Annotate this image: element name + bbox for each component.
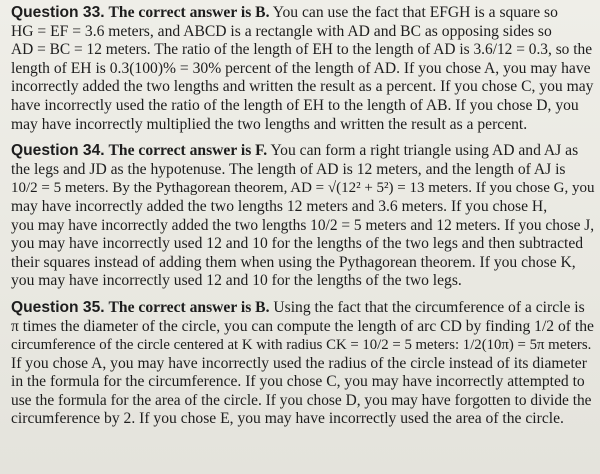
explanation-line: have incorrectly used the ratio of the length of EH to the length of AB. If you chose D, you [11, 96, 579, 114]
explanation-line: the legs and JD as the hypotenuse. The length of AD is 12 meters, and the length of AJ is [11, 160, 566, 178]
explanation-line: may have incorrectly multiplied the two lengths and written the result as a percent. [11, 115, 528, 133]
explanation-line: their squares instead of adding them when using the Pythagorean theorem. If you chose K, [11, 253, 576, 271]
question-34-explanation [11, 142, 594, 291]
explanation-line: length of EH is 0.3(100)% = 30% percent of the length of AD. If you chose A, you may have [11, 59, 591, 77]
question-35-explanation [11, 299, 594, 429]
correct-answer-lead: The correct answer is B. [108, 298, 270, 316]
explanation-line: you may have incorrectly added the two lengths 10/2 = 5 meters and 12 meters. If you chose J, [11, 216, 595, 234]
explanation-text: You can use the fact that EFGH is a square so [272, 4, 558, 21]
explanation-line: circumference by 2. If you chose E, you may have incorrectly used the area of the circle. [11, 410, 564, 428]
question-number: Question 33. [11, 4, 105, 21]
explanation-line: If you chose A, you may have incorrectly used the radius of the circle instead of its diameter [11, 354, 587, 372]
explanation-line: AD = BC = 12 meters. The ratio of the length of EH to the length of AD is 3.6/12 = 0.3, so the [11, 41, 593, 59]
explanation-line: in the formula for the circumference. If you chose C, you may have incorrectly attempted to [11, 373, 585, 391]
explanation-text: You can form a right triangle using AD and AJ as [270, 142, 579, 160]
explanation-line: may have incorrectly added the two lengths 12 meters and 3.6 meters. If you chose H, [11, 197, 548, 215]
correct-answer-lead: The correct answer is B. [108, 4, 270, 21]
explanation-line: HG = EF = 3.6 meters, and ABCD is a rectangle with AD and BC as opposing sides so [11, 22, 552, 40]
explanation-line: 10/2 = 5 meters. By the Pythagorean theorem, AD = √(12² + 5²) = 13 meters. If you chose G, you [11, 180, 595, 197]
explanation-line [11, 4, 594, 23]
question-33-explanation [11, 4, 594, 134]
explanation-line [11, 299, 594, 318]
explanation-line: use the formula for the area of the circle. If you chose D, you may have forgotten to divide the [11, 391, 592, 409]
question-number: Question 35. [11, 298, 105, 316]
explanation-line: π times the diameter of the circle, you can compute the length of arc CD by finding 1/2 of the [11, 317, 594, 335]
explanation-line: incorrectly added the two lengths and written the result as a percent. If you chose C, you may [11, 78, 594, 96]
explanation-line: you may have incorrectly used 12 and 10 for the lengths of the two legs and then subtracted [11, 235, 584, 253]
explanation-text: Using the fact that the circumference of a circle is [273, 298, 585, 316]
explanation-line [11, 142, 594, 161]
explanation-line: circumference of the circle centered at K with radius CK = 10/2 = 5 meters: 1/2(10π) = 5π meters. [11, 337, 592, 354]
explanation-line: you may have incorrectly used 12 and 10 for the lengths of the two legs. [11, 272, 462, 290]
correct-answer-lead: The correct answer is F. [108, 142, 268, 160]
question-number: Question 34. [11, 142, 105, 160]
